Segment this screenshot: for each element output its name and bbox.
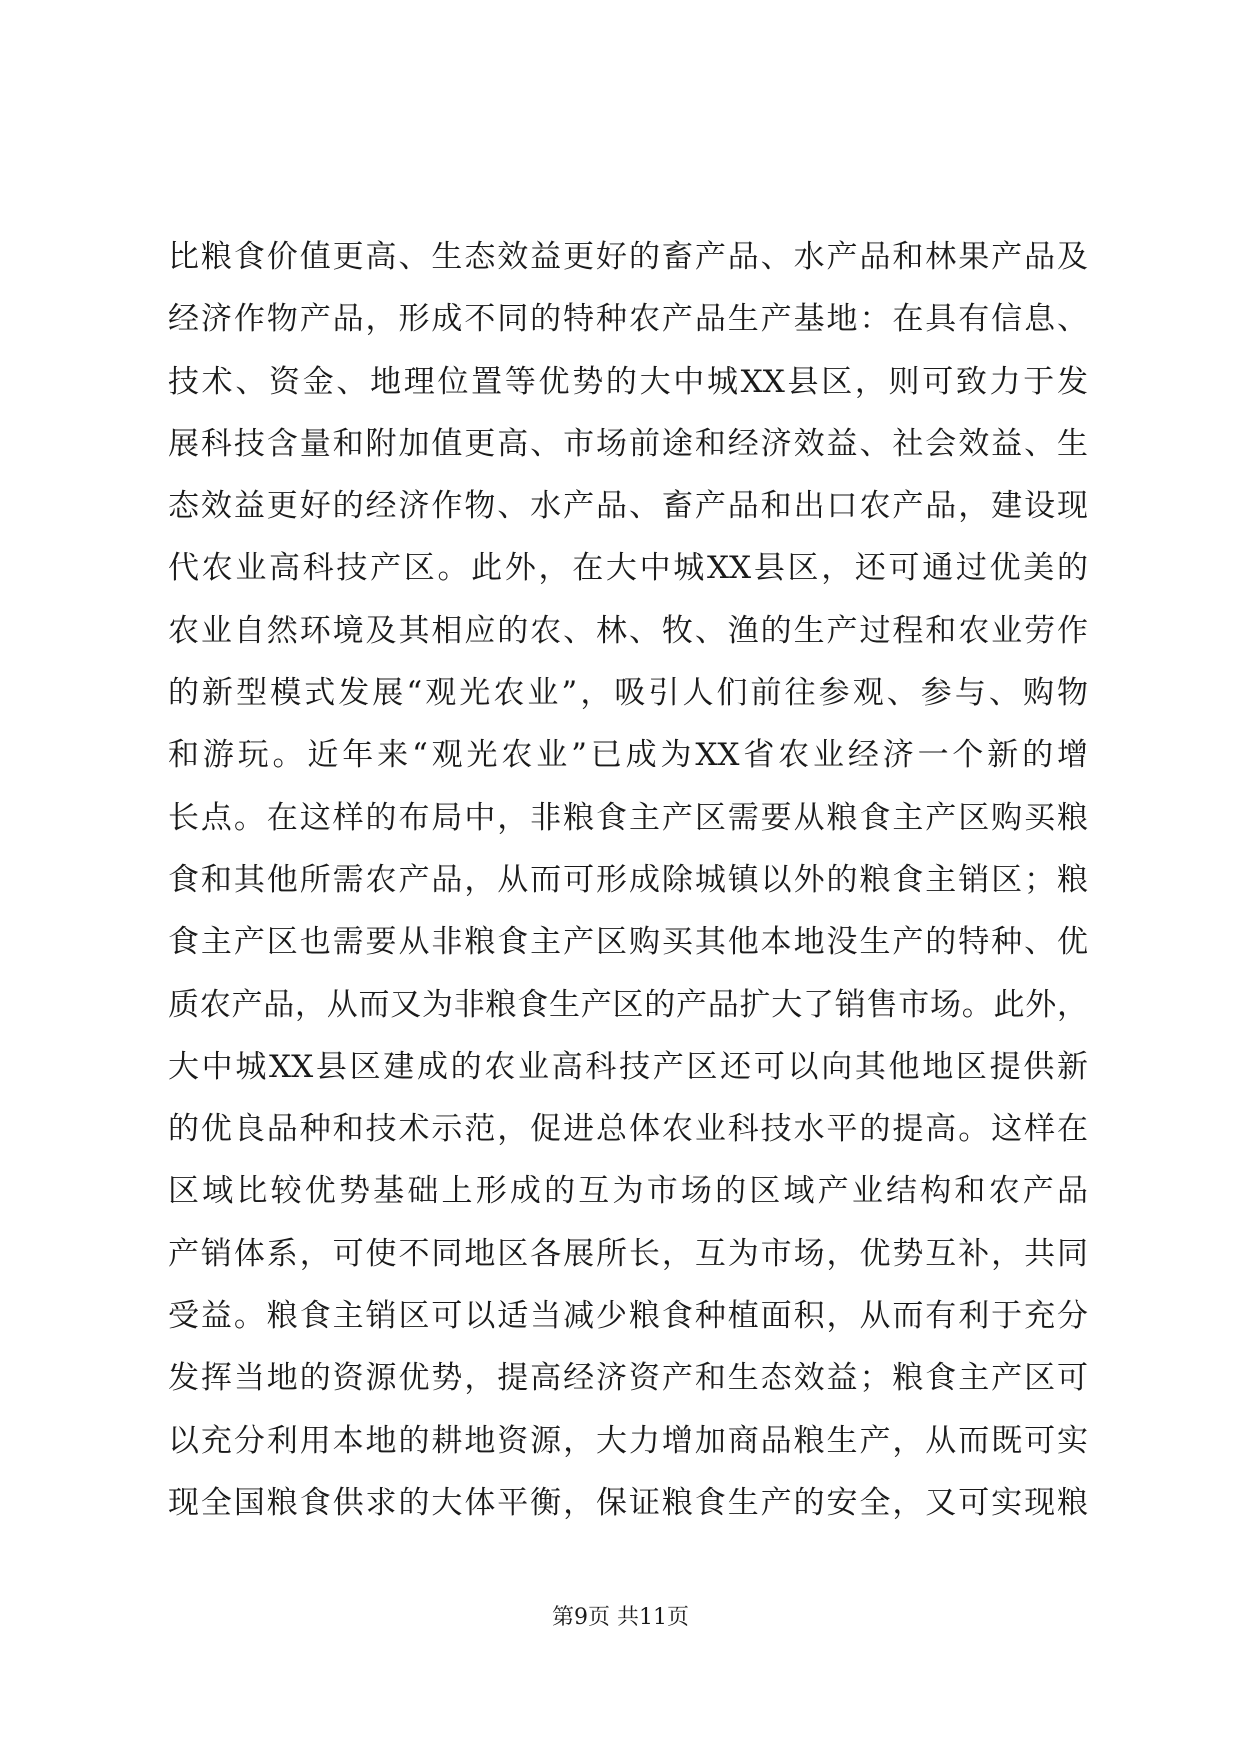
body-text xyxy=(168,226,1088,1534)
text-line: 受益。粮食主销区可以适当减少粮食种植面积，从而有利于充分 xyxy=(168,1298,1088,1335)
text-line: 大中城XX县区建成的农业高科技产区还可以向其他地区提供新 xyxy=(168,1048,1088,1085)
text-line: 的新型模式发展“观光农业”，吸引人们前往参观、参与、购物 xyxy=(168,675,1088,712)
text-line: 代农业高科技产区。此外，在大中城XX县区，还可通过优美的 xyxy=(168,550,1088,587)
page-number-footer: 第9页 共11页 xyxy=(552,1605,689,1630)
text-line: 区域比较优势基础上形成的互为市场的区域产业结构和农产品 xyxy=(168,1173,1088,1210)
text-line: 现全国粮食供求的大体平衡，保证粮食生产的安全，又可实现粮 xyxy=(168,1484,1088,1521)
text-line: 和游玩。近年来“观光农业”已成为XX省农业经济一个新的增 xyxy=(168,737,1088,774)
text-line: 以充分利用本地的耕地资源，大力增加商品粮生产，从而既可实 xyxy=(168,1422,1088,1459)
text-line: 态效益更好的经济作物、水产品、畜产品和出口农产品，建设现 xyxy=(168,488,1088,525)
text-line: 展科技含量和附加值更高、市场前途和经济效益、社会效益、生 xyxy=(168,425,1088,462)
text-line: 产销体系，可使不同地区各展所长，互为市场，优势互补，共同 xyxy=(168,1235,1088,1272)
text-line: 农业自然环境及其相应的农、林、牧、渔的生产过程和农业劳作 xyxy=(168,612,1088,649)
text-line: 质农产品，从而又为非粮食生产区的产品扩大了销售市场。此外， xyxy=(168,986,1088,1023)
text-line: 的优良品种和技术示范，促进总体农业科技水平的提高。这样在 xyxy=(168,1111,1088,1148)
text-line: 发挥当地的资源优势，提高经济资产和生态效益；粮食主产区可 xyxy=(168,1360,1088,1397)
text-line: 食主产区也需要从非粮食主产区购买其他本地没生产的特种、优 xyxy=(168,924,1088,961)
text-line: 技术、资金、地理位置等优势的大中城XX县区，则可致力于发 xyxy=(168,363,1088,400)
text-line: 比粮食价值更高、生态效益更好的畜产品、水产品和林果产品及 xyxy=(168,239,1088,275)
text-line: 食和其他所需农产品，从而可形成除城镇以外的粮食主销区；粮 xyxy=(168,861,1088,898)
text-line: 经济作物产品，形成不同的特种农产品生产基地：在具有信息、 xyxy=(168,301,1088,338)
text-line: 长点。在这样的布局中，非粮食主产区需要从粮食主产区购买粮 xyxy=(168,799,1088,836)
